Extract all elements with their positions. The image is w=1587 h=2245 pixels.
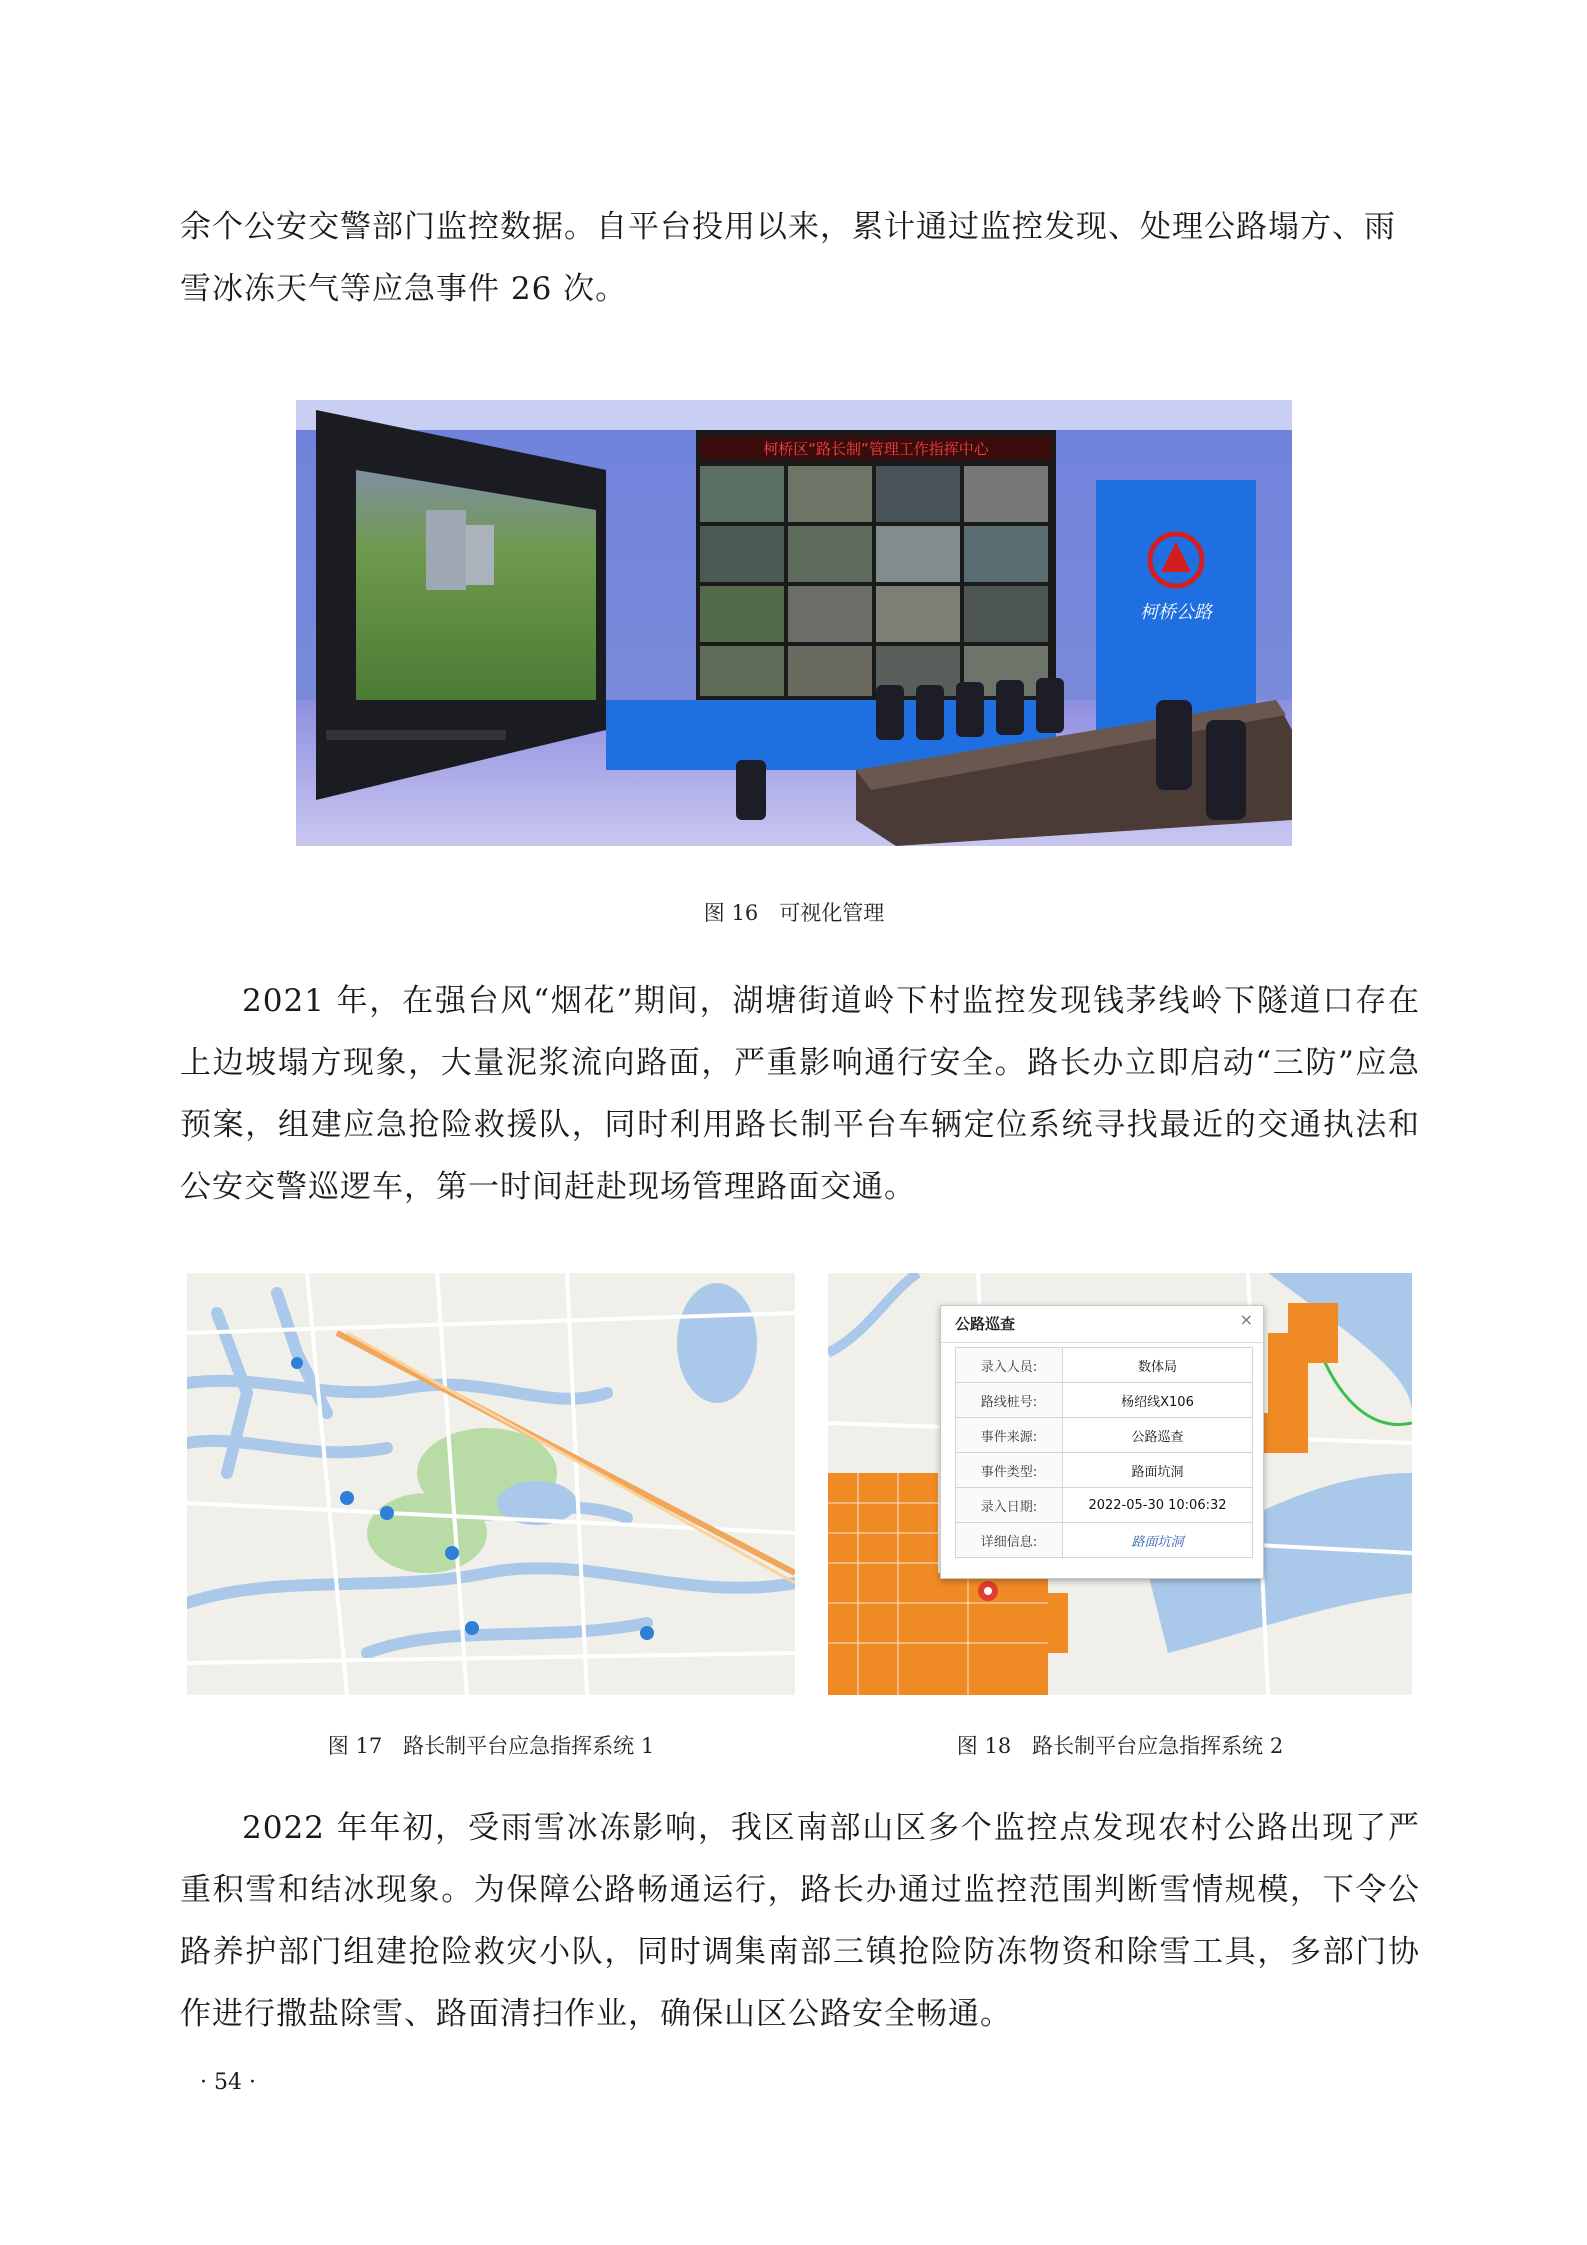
figure-16-caption: 图 16 可视化管理 xyxy=(703,901,885,925)
field-label: 录入人员: xyxy=(956,1348,1063,1383)
figure-16-photo xyxy=(296,400,1292,846)
field-label: 路线桩号: xyxy=(956,1383,1063,1418)
close-icon[interactable]: × xyxy=(1239,1310,1253,1329)
paragraph-3: 2022 年年初，受雨雪冰冻影响，我区南部山区多个监控点发现农村公路出现了严重积雪和结冰现象。为保障公路畅通运行，路长办通过监控范围判断雪情规模，下令公路养护部门组建抢险救灾小队，同时调集南部三镇抢险防冻物资和除雪工具，多部门协作进行撒盐除雪、路面清扫作业，确保山区公路安全畅通。 xyxy=(180,1810,1420,2032)
field-label: 详细信息: xyxy=(956,1523,1063,1558)
figure-18-caption: 图 18 路长制平台应急指挥系统 2 xyxy=(956,1734,1284,1758)
table-row xyxy=(956,1418,1253,1453)
figure-17-map xyxy=(187,1273,795,1695)
paragraph-2: 2021 年，在强台风“烟花”期间，湖塘街道岭下村监控发现钱茅线岭下隧道口存在上边坡塌方现象，大量泥浆流向路面，严重影响通行安全。路长办立即启动“三防”应急预案，组建应急抢险救援队，同时利用路长制平台车辆定位系统寻找最近的交通执法和公安交警巡逻车，第一时间赶赴现场管理路面交通。 xyxy=(180,983,1420,1205)
field-label: 事件类型: xyxy=(956,1453,1063,1488)
figure-17-caption: 图 17 路长制平台应急指挥系统 1 xyxy=(327,1734,655,1758)
field-label: 事件来源: xyxy=(956,1418,1063,1453)
detail-link[interactable]: 路面坑洞 xyxy=(1063,1523,1253,1558)
table-row xyxy=(956,1383,1253,1418)
video-wall-banner-text: 柯桥区“路长制”管理工作指挥中心 xyxy=(763,440,989,458)
table-row xyxy=(956,1488,1253,1523)
popup-details-table xyxy=(955,1347,1253,1558)
paragraph-1-line-1: 余个公安交警部门监控数据。自平台投用以来，累计通过监控发现、处理公路塌方、雨 xyxy=(180,209,1396,245)
popup-title: 公路巡查 xyxy=(941,1306,1263,1343)
wall-logo-text: 柯桥公路 xyxy=(1140,602,1212,623)
table-row xyxy=(956,1523,1253,1558)
field-label: 录入日期: xyxy=(956,1488,1063,1523)
inspection-popup xyxy=(940,1305,1264,1579)
command-center-illustration xyxy=(296,400,1292,846)
field-value: 杨绍线X106 xyxy=(1063,1383,1253,1418)
page-number: · 54 · xyxy=(200,2070,256,2095)
table-row xyxy=(956,1348,1253,1383)
paragraph-1-line-2: 雪冰冻天气等应急事件 26 次。 xyxy=(180,271,628,307)
road-map-1 xyxy=(187,1273,795,1695)
table-row xyxy=(956,1453,1253,1488)
field-value: 数体局 xyxy=(1063,1348,1253,1383)
field-value: 公路巡查 xyxy=(1063,1418,1253,1453)
field-value: 路面坑洞 xyxy=(1063,1453,1253,1488)
field-value: 2022-05-30 10:06:32 xyxy=(1063,1488,1253,1523)
figure-18-map xyxy=(828,1273,1412,1695)
